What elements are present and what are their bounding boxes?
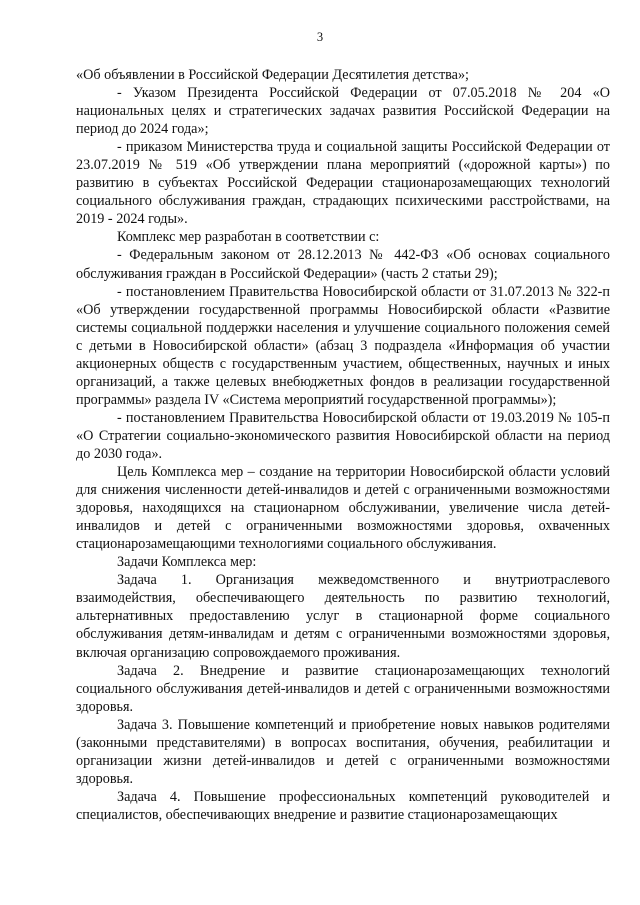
paragraph: - Федеральным законом от 28.12.2013 № 442-ФЗ «Об основах социального обслуживания граждан в Российской Федерации» (часть 2 статьи 29); (76, 247, 610, 282)
paragraph: Задача 2. Внедрение и развитие стационарозамещающих технологий социального обслуживания детей-инвалидов и детей с ограниченными возможностями здоровья. (76, 662, 610, 715)
paragraph: Задача 4. Повышение профессиональных компетенций руководителей и специалистов, обеспечивающих внедрение и развитие стационарозамещающих (76, 788, 610, 823)
paragraph: - постановлением Правительства Новосибирской области от 19.03.2019 № 105-п «О Стратегии социально-экономического развития Новосибирской области на период до 2030 года». (76, 409, 610, 462)
paragraph: Задача 1. Организация межведомственного и внутриотраслевого взаимодействия, обеспечивающего деятельность по развитию технологий, альтернативных предоставлению услуг в стационарной форме социального обслуживания детям-инвалидам и детям с ограниченными возможностями здоровья, включая организацию сопровождаемого проживания. (76, 572, 610, 661)
paragraph: Задачи Комплекса мер: (117, 554, 257, 571)
page-number: 3 (316, 30, 324, 44)
document-body (76, 66, 610, 824)
paragraph: - приказом Министерства труда и социальной защиты Российской Федерации от 23.07.2019 № 519 «Об утверждении плана мероприятий («дорожной карты») по развитию в субъектах Российской Федерации стационарозамещающих технологий социального обслуживания граждан, страдающих психическими расстройствами, на 2019 - 2024 годы». (76, 139, 610, 228)
paragraph: - Указом Президента Российской Федерации от 07.05.2018 № 204 «О национальных целях и стратегических задачах развития Российской Федерации на период до 2024 года»; (76, 85, 610, 138)
paragraph: Комплекс мер разработан в соответствии с: (117, 229, 380, 246)
paragraph: «Об объявлении в Российской Федерации Десятилетия детства»; (76, 67, 469, 83)
paragraph: - постановлением Правительства Новосибирской области от 31.07.2013 № 322-п «Об утверждении государственной программы Новосибирской области «Развитие системы социальной поддержки населения и улучшение социального положения семей с детьми в Новосибирской области» (абзац 3 подраздела «Информация об участии акционерных обществ с государственным участием, общественных, научных и иных организаций, а также целевых внебюджетных фондов в реализации государственной программы» раздела IV «Система мероприятий государственной программы»); (76, 283, 610, 408)
paragraph: Задача 3. Повышение компетенций и приобретение новых навыков родителями (законными представителями) в вопросах воспитания, обучения, реабилитации и организации жизни детей-инвалидов и детей с ограниченными возможностями здоровья. (76, 716, 610, 787)
paragraph: Цель Комплекса мер – создание на территории Новосибирской области условий для снижения численности детей-инвалидов и детей с ограниченными возможностями здоровья, находящихся на стационарном обслуживании, увеличение числа детей-инвалидов и детей с ограниченными возможностями здоровья, охваченных стационарозамещающими технологиями социального обслуживания. (76, 464, 610, 553)
